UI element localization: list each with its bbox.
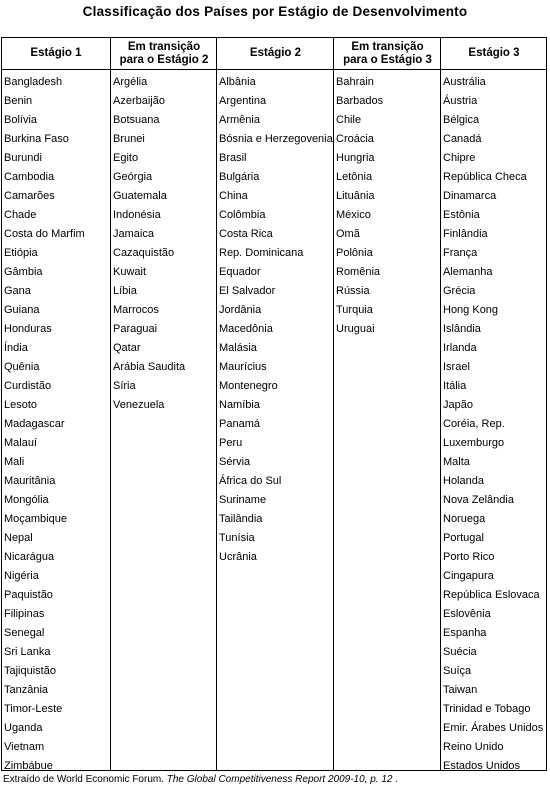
column-header-line-1: Em transição: [351, 40, 424, 53]
country-item: Malauí: [4, 437, 38, 449]
country-item: México: [336, 209, 371, 221]
country-item: Filipinas: [4, 608, 45, 620]
country-item: Taiwan: [443, 684, 478, 696]
country-item: Benin: [4, 95, 33, 107]
country-item: Índia: [4, 342, 28, 354]
country-item: Paquistão: [4, 589, 53, 601]
country-item: Honduras: [4, 323, 52, 335]
country-item: Croácia: [336, 133, 374, 145]
country-item: Camarões: [4, 190, 55, 202]
country-item: Rep. Dominicana: [219, 247, 304, 259]
country-item: Nigéria: [4, 570, 39, 582]
country-list: [217, 73, 333, 567]
country-item: Burundi: [4, 152, 42, 164]
country-item: Montenegro: [219, 380, 278, 392]
country-item: Rússia: [336, 285, 370, 297]
country-item: Geórgia: [113, 171, 153, 183]
country-item: Madagascar: [4, 418, 65, 430]
country-item: Namíbia: [219, 399, 260, 411]
column-header-transition-stage-2: [111, 38, 217, 69]
column-header-line-2: para o Estágio 3: [343, 53, 432, 66]
country-item: Gâmbia: [4, 266, 43, 278]
country-item: Trinidad e Tobago: [443, 703, 531, 715]
country-item: Etiópia: [4, 247, 38, 259]
country-item: Canadá: [443, 133, 482, 145]
country-item: Estônia: [443, 209, 480, 221]
country-item: Tailândia: [219, 513, 263, 525]
country-item: Bósnia e Herzegovenia: [219, 133, 333, 145]
country-item: Uganda: [4, 722, 43, 734]
country-item: Emir. Árabes Unidos: [443, 722, 544, 734]
country-item: Senegal: [4, 627, 45, 639]
column-header-line-1: Estágio 3: [468, 47, 520, 59]
country-item: Zimbábue: [4, 760, 53, 772]
country-item: Argentina: [219, 95, 267, 107]
country-item: Suriname: [219, 494, 267, 506]
country-item: Romênia: [336, 266, 381, 278]
country-item: Malásia: [219, 342, 257, 354]
country-item: Ucrânia: [219, 551, 257, 563]
column-header-stage-2: [217, 38, 334, 69]
country-item: Mali: [4, 456, 25, 468]
country-item: Marrocos: [113, 304, 159, 316]
country-item: Polônia: [336, 247, 373, 259]
country-list: [111, 73, 185, 415]
country-item: Alemanha: [443, 266, 493, 278]
country-item: Estados Unidos: [443, 760, 521, 772]
country-list: [441, 73, 543, 776]
country-item: China: [219, 190, 248, 202]
country-item: Bangladesh: [4, 76, 63, 88]
country-item: Tunísia: [219, 532, 255, 544]
column-stage-2: [216, 38, 333, 770]
column-transition-stage-3: [333, 38, 440, 770]
country-item: Mongólia: [4, 494, 49, 506]
country-item: Kuwait: [113, 266, 147, 278]
country-item: Argélia: [113, 76, 148, 88]
country-item: Paraguai: [113, 323, 158, 335]
country-item: Nepal: [4, 532, 33, 544]
country-item: Guiana: [4, 304, 40, 316]
country-item: Jordânia: [219, 304, 262, 316]
country-item: Colômbia: [219, 209, 266, 221]
country-item: Costa do Marfim: [4, 228, 85, 240]
country-item: Arábia Saudita: [113, 361, 186, 373]
country-item: Chile: [336, 114, 362, 126]
country-item: Japão: [443, 399, 473, 411]
country-item: Cazaquistão: [113, 247, 175, 259]
country-list: [334, 73, 383, 339]
country-item: Austrália: [443, 76, 486, 88]
country-item: Jamaica: [113, 228, 154, 240]
country-item: Irlanda: [443, 342, 477, 354]
column-header-text: [250, 47, 301, 60]
country-item: Brunei: [113, 133, 145, 145]
source-prefix: Extraído de World Economic Forum.: [3, 774, 167, 785]
country-item: Macedônia: [219, 323, 273, 335]
country-item: Azerbaijão: [113, 95, 165, 107]
country-item: Finlândia: [443, 228, 488, 240]
country-item: Nova Zelândia: [443, 494, 514, 506]
country-item: Noruega: [443, 513, 486, 525]
country-item: Timor-Leste: [4, 703, 63, 715]
country-item: Áustria: [443, 95, 478, 107]
country-item: Maurícius: [219, 361, 267, 373]
country-item: Sri Lanka: [4, 646, 51, 658]
country-item: Armênia: [219, 114, 260, 126]
source-suffix: .: [392, 774, 399, 785]
column-header-stage-3: [441, 38, 547, 69]
column-header-transition-stage-3: [334, 38, 441, 69]
column-header-text: [468, 47, 519, 60]
country-item: Suécia: [443, 646, 477, 658]
country-item: Bulgária: [219, 171, 260, 183]
country-item: Curdistão: [4, 380, 52, 392]
country-item: Quênia: [4, 361, 40, 373]
country-item: Costa Rica: [219, 228, 273, 240]
country-list: [2, 73, 85, 776]
country-item: Barbados: [336, 95, 384, 107]
column-transition-stage-2: [110, 38, 216, 770]
country-item: França: [443, 247, 478, 259]
country-item: Qatar: [113, 342, 141, 354]
column-stage-1: [2, 38, 110, 770]
country-item: Espanha: [443, 627, 487, 639]
source-report-title: The Global Competitiveness Report 2009-10, p. 12: [166, 774, 393, 785]
country-item: Indonésia: [113, 209, 161, 221]
column-stage-3: [440, 38, 546, 770]
country-item: Bahrain: [336, 76, 374, 88]
country-item: Porto Rico: [443, 551, 495, 563]
source-citation: [3, 774, 398, 785]
column-header-line-1: Em transição: [127, 40, 201, 53]
country-item: Reino Unido: [443, 741, 504, 753]
country-item: Albânia: [219, 76, 256, 88]
column-header-text: [30, 47, 81, 60]
country-item: Portugal: [443, 532, 484, 544]
country-item: República Eslovaca: [443, 589, 540, 601]
country-item: Chipre: [443, 152, 476, 164]
country-item: Egito: [113, 152, 139, 164]
country-item: Tajiquistão: [4, 665, 56, 677]
country-item: Hungria: [336, 152, 375, 164]
country-item: Síria: [113, 380, 136, 392]
country-item: Eslovênia: [443, 608, 491, 620]
country-item: Bolívia: [4, 114, 38, 126]
country-item: Suíça: [443, 665, 472, 677]
country-item: Venezuela: [113, 399, 165, 411]
country-item: Cambodia: [4, 171, 55, 183]
country-item: Luxemburgo: [443, 437, 505, 449]
country-item: África do Sul: [219, 475, 282, 487]
country-item: Tanzânia: [4, 684, 49, 696]
country-item: Holanda: [443, 475, 484, 487]
country-item: Bélgica: [443, 114, 480, 126]
page-title: Classificação dos Países por Estágio de Desenvolvimento: [82, 4, 468, 19]
country-item: El Salvador: [219, 285, 276, 297]
country-item: Itália: [443, 380, 467, 392]
country-item: Líbia: [113, 285, 137, 297]
country-item: Hong Kong: [443, 304, 499, 316]
country-item: Botsuana: [113, 114, 160, 126]
country-item: Dinamarca: [443, 190, 497, 202]
country-item: Coréia, Rep.: [443, 418, 505, 430]
country-item: Grécia: [443, 285, 476, 297]
column-header-stage-1: [2, 38, 110, 69]
country-item: Nicarágua: [4, 551, 55, 563]
country-item: Brasil: [219, 152, 247, 164]
country-item: Malta: [443, 456, 470, 468]
country-item: Omã: [336, 228, 360, 240]
column-header-line-2: para o Estágio 2: [119, 53, 209, 66]
country-item: Mauritânia: [4, 475, 56, 487]
country-item: Uruguai: [336, 323, 375, 335]
country-item: Panamá: [219, 418, 260, 430]
country-item: Gana: [4, 285, 31, 297]
country-item: Israel: [443, 361, 470, 373]
country-item: Guatemala: [113, 190, 167, 202]
country-item: Chade: [4, 209, 37, 221]
column-header-text: [120, 41, 209, 67]
country-item: Lesoto: [4, 399, 38, 411]
country-item: Lituânia: [336, 190, 375, 202]
country-item: República Checa: [443, 171, 527, 183]
country-item: Cingapura: [443, 570, 494, 582]
column-header-text: [343, 41, 432, 67]
country-item: Turquia: [336, 304, 373, 316]
country-item: Equador: [219, 266, 261, 278]
country-item: Sérvia: [219, 456, 251, 468]
country-item: Peru: [219, 437, 243, 449]
country-item: Islândia: [443, 323, 481, 335]
country-item: Vietnam: [4, 741, 45, 753]
column-header-line-1: Estágio 2: [249, 47, 302, 59]
column-header-line-1: Estágio 1: [30, 47, 82, 59]
country-item: Moçambique: [4, 513, 67, 525]
country-item: Burkina Faso: [4, 133, 69, 145]
country-item: Letônia: [336, 171, 373, 183]
classification-table: [1, 37, 547, 771]
